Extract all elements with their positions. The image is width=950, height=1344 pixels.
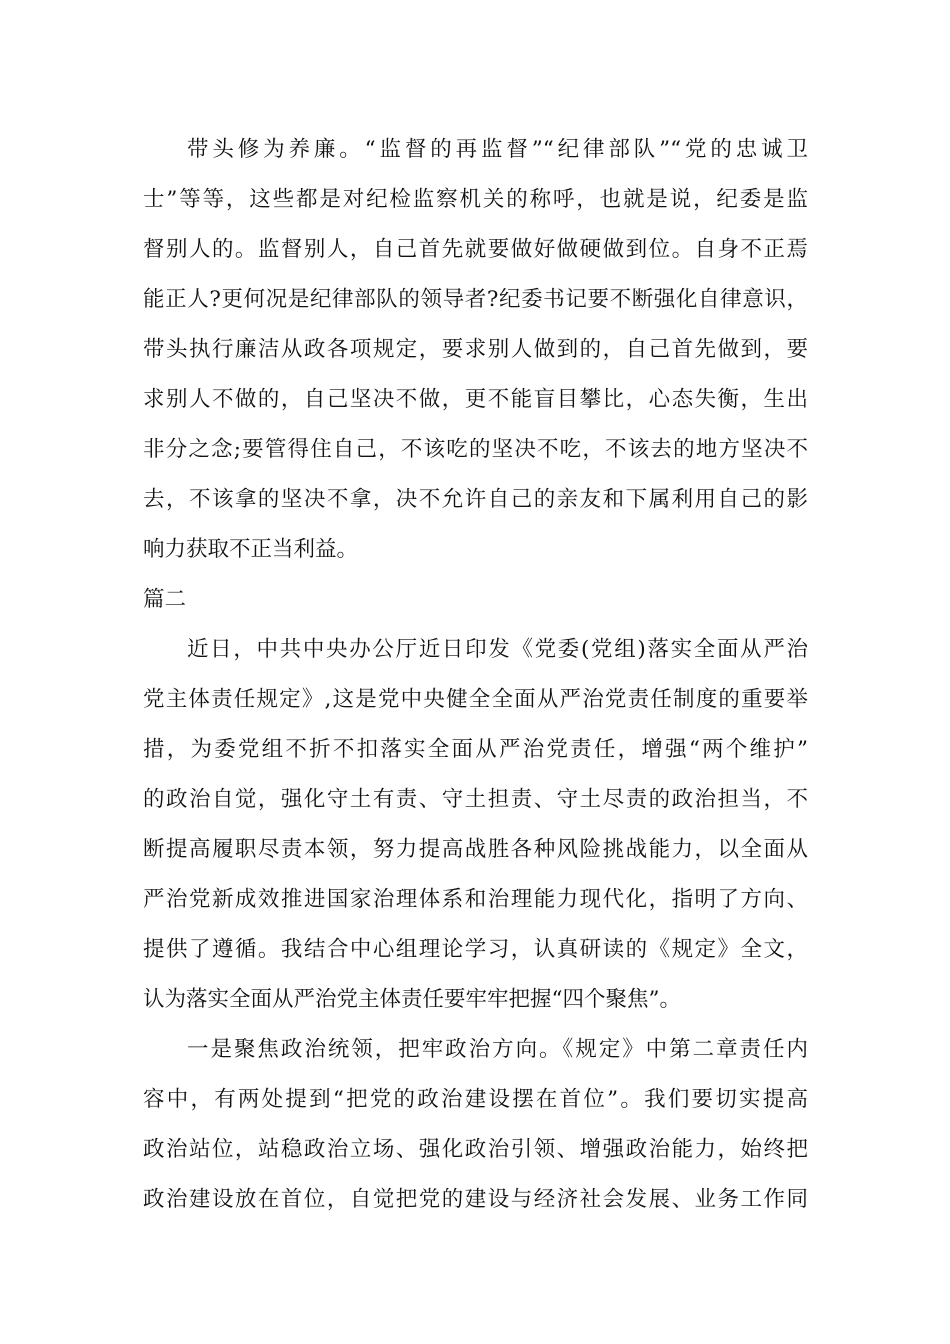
paragraph-2-line-1: 近日，中共中央办公厅近日印发《党委(党组)落实全面从严治 [187, 637, 808, 662]
paragraph-2-line-4: 的政治自觉，强化守土有责、守土担责、守土尽责的政治担当，不 [143, 787, 808, 812]
paragraph-3-line-4: 政治建设放在首位，自觉把党的建设与经济社会发展、业务工作同 [143, 1187, 808, 1212]
paragraph-2-line-8: 认为落实全面从严治党主体责任要牢牢把握“四个聚焦”。 [143, 987, 681, 1012]
paragraph-3-line-1: 一是聚焦政治统领，把牢政治方向。《规定》中第二章责任内 [187, 1037, 808, 1062]
paragraph-1-line-1: 带头修为养廉。“监督的再监督”“纪律部队”“党的忠诚卫 [187, 137, 808, 162]
paragraph-1-line-8: 去，不该拿的坚决不拿，决不允许自己的亲友和下属利用自己的影 [143, 487, 808, 512]
paragraph-1-line-9: 响力获取不正当利益。 [143, 537, 359, 562]
paragraph-2-line-6: 严治党新成效推进国家治理体系和治理能力现代化，指明了方向、 [143, 887, 808, 912]
paragraph-1-line-3: 督别人的。监督别人，自己首先就要做好做硬做到位。自身不正焉 [143, 237, 808, 262]
paragraph-2-line-7: 提供了遵循。我结合中心组理论学习，认真研读的《规定》全文， [143, 937, 808, 962]
paragraph-2-line-3: 措，为委党组不折不扣落实全面从严治党责任，增强“两个维护” [143, 737, 808, 762]
paragraph-2-line-5: 断提高履职尽责本领，努力提高战胜各种风险挑战能力，以全面从 [143, 837, 808, 862]
section-heading: 篇二 [143, 587, 187, 612]
paragraph-1-line-5: 带头执行廉洁从政各项规定，要求别人做到的，自己首先做到，要 [143, 337, 808, 362]
paragraph-1-line-4: 能正人?更何况是纪律部队的领导者?纪委书记要不断强化自律意识， [143, 287, 808, 312]
paragraph-1-line-6: 求别人不做的，自己坚决不做，更不能盲目攀比，心态失衡，生出 [143, 387, 808, 412]
paragraph-2-line-2: 党主体责任规定》,这是党中央健全全面从严治党责任制度的重要举 [143, 687, 808, 712]
paragraph-3-line-3: 政治站位，站稳政治立场、强化政治引领、增强政治能力，始终把 [143, 1137, 808, 1162]
paragraph-1-line-7: 非分之念;要管得住自己，不该吃的坚决不吃，不该去的地方坚决不 [143, 437, 808, 462]
paragraph-3-line-2: 容中，有两处提到“把党的政治建设摆在首位”。我们要切实提高 [143, 1087, 808, 1112]
paragraph-1-line-2: 士”等等，这些都是对纪检监察机关的称呼，也就是说，纪委是监 [143, 187, 808, 212]
